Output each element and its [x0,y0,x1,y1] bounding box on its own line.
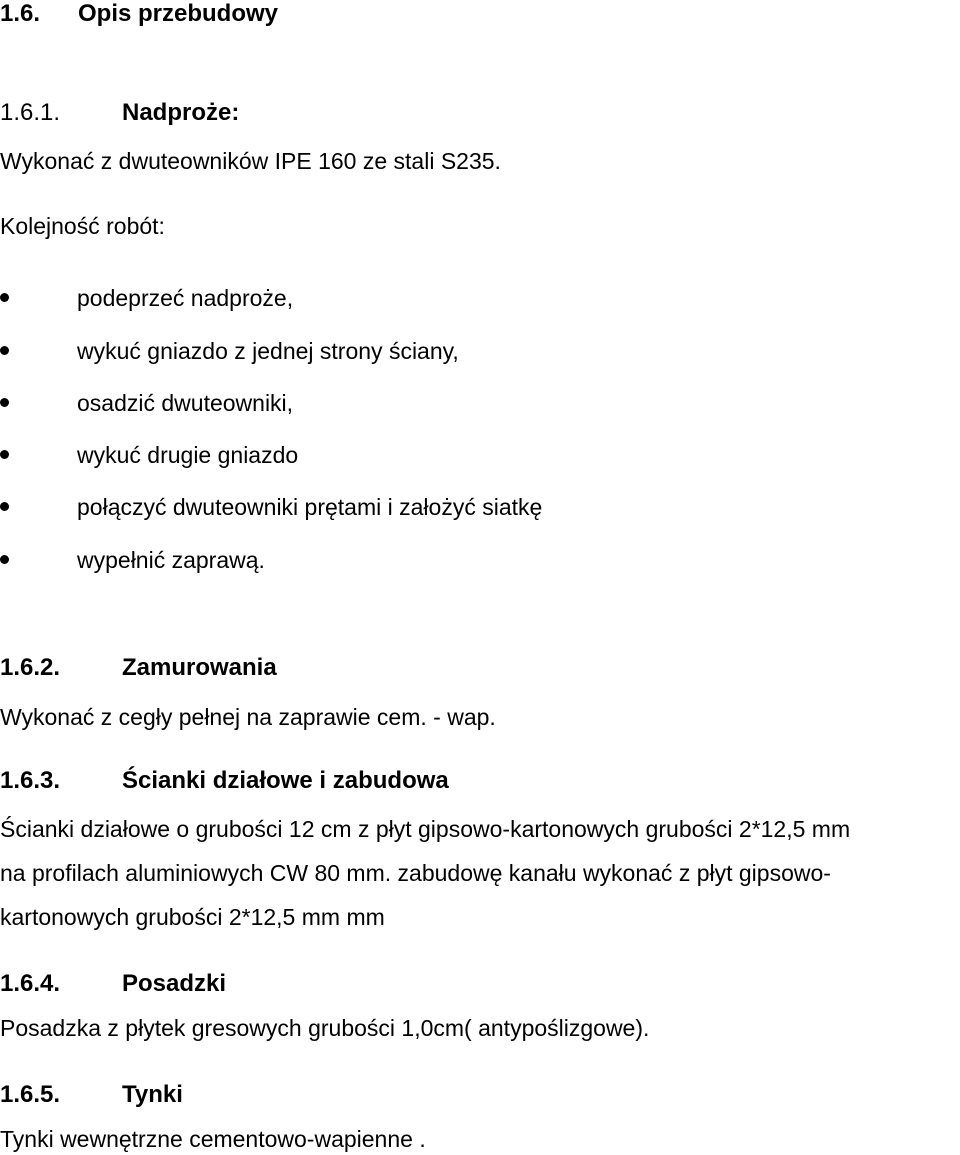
bullet-icon [0,450,9,459]
bullet-icon [0,346,9,355]
section-number: 1.6.3. [0,767,61,794]
section-number: 1.6. [0,0,41,27]
section-number: 1.6.5. [0,1081,61,1108]
list-item-text: podeprzeć nadproże, [77,285,294,311]
paragraph-zamurowania: Wykonać z cegły pełnej na zaprawie cem. - wap. [0,704,496,730]
list-item-text: wykuć gniazdo z jednej strony ściany, [77,338,459,364]
section-number: 1.6.1. [0,99,61,126]
section-title: Tynki [122,1081,183,1108]
section-title: Ścianki działowe i zabudowa [122,767,449,794]
bullet-icon [0,502,9,511]
bullet-icon [0,555,9,564]
paragraph-kolejnosc: Kolejność robót: [0,213,165,239]
section-number: 1.6.2. [0,654,61,681]
section-number: 1.6.4. [0,970,61,997]
paragraph-scianki-line-3: kartonowych grubości 2*12,5 mm mm [0,904,385,930]
paragraph-nadproze: Wykonać z dwuteowników IPE 160 ze stali S235. [0,148,501,174]
list-item-text: połączyć dwuteowniki prętami i założyć siatkę [77,494,543,520]
paragraph-posadzki: Posadzka z płytek gresowych grubości 1,0cm( antypoślizgowe). [0,1015,650,1041]
section-title: Zamurowania [122,654,277,681]
section-title: Nadproże: [122,99,240,126]
paragraph-scianki-line-1: Ścianki działowe o grubości 12 cm z płyt gipsowo-kartonowych grubości 2*12,5 mm [0,816,851,842]
list-item-text: wykuć drugie gniazdo [77,442,299,468]
list-item-text: osadzić dwuteowniki, [77,390,294,416]
bullet-icon [0,293,9,302]
bullet-icon [0,398,9,407]
list-item-text: wypełnić zaprawą. [77,547,265,573]
section-title: Posadzki [122,970,227,997]
paragraph-scianki-line-2: na profilach aluminiowych CW 80 mm. zabudowę kanału wykonać z płyt gipsowo- [0,860,831,886]
paragraph-tynki: Tynki wewnętrzne cementowo-wapienne . [0,1126,426,1152]
section-title: Opis przebudowy [78,0,279,27]
